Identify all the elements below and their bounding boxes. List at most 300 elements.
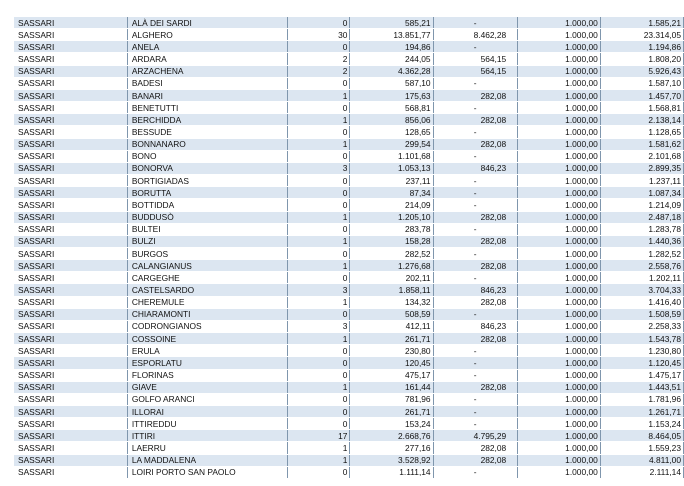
province-cell: SASSARI [14, 381, 127, 393]
table-row [14, 187, 684, 199]
amount-a-cell: 158,28 [350, 235, 433, 247]
amount-b-value: - [473, 345, 477, 356]
province-cell: SASSARI [14, 126, 127, 138]
amount-b-value: - [473, 151, 477, 162]
amount-c-cell: 1.000,00 [517, 77, 600, 89]
amount-a-cell: 2.668,76 [350, 430, 433, 442]
amount-a-cell: 299,54 [350, 138, 433, 150]
amount-b-value: 282,08 [480, 443, 507, 454]
amount-b-value: - [473, 370, 477, 381]
amount-a-cell: 175,63 [350, 89, 433, 101]
amount-b-value: 282,08 [480, 139, 507, 150]
municipality-cell: CHEREMULE [127, 296, 287, 308]
province-cell: SASSARI [14, 369, 127, 381]
count-cell: 0 [287, 393, 350, 405]
amount-b-value: - [473, 187, 477, 198]
total-cell: 2.258,33 [600, 320, 683, 332]
amount-b-cell [433, 114, 517, 126]
amount-a-cell: 194,86 [350, 41, 433, 53]
province-cell: SASSARI [14, 102, 127, 114]
amount-b-value: 564,15 [480, 66, 507, 77]
amount-a-cell: 1.111,14 [350, 466, 433, 478]
table-body [14, 17, 684, 478]
table-row [14, 247, 684, 259]
table-row [14, 41, 684, 53]
municipality-cell: ESPORLATU [127, 357, 287, 369]
amount-a-cell: 153,24 [350, 418, 433, 430]
count-cell: 1 [287, 235, 350, 247]
table-row [14, 114, 684, 126]
province-cell: SASSARI [14, 418, 127, 430]
table-row [14, 223, 684, 235]
amount-a-cell: 568,81 [350, 102, 433, 114]
amount-c-cell: 1.000,00 [517, 211, 600, 223]
total-cell: 5.926,43 [600, 65, 683, 77]
total-cell: 1.128,65 [600, 126, 683, 138]
amount-b-cell [433, 442, 517, 454]
amount-c-cell: 1.000,00 [517, 308, 600, 320]
province-cell: SASSARI [14, 272, 127, 284]
amount-b-value: 846,23 [480, 321, 507, 332]
count-cell: 0 [287, 345, 350, 357]
amount-c-cell: 1.000,00 [517, 430, 600, 442]
municipality-cell: ITTIREDDU [127, 418, 287, 430]
total-cell: 1.587,10 [600, 77, 683, 89]
count-cell: 0 [287, 102, 350, 114]
count-cell: 30 [287, 29, 350, 41]
municipality-cell: BONNANARO [127, 138, 287, 150]
amount-b-value: 282,08 [480, 333, 507, 344]
amount-b-cell [433, 260, 517, 272]
municipality-cell: ALGHERO [127, 29, 287, 41]
count-cell: 1 [287, 89, 350, 101]
amount-c-cell: 1.000,00 [517, 114, 600, 126]
total-cell: 1.585,21 [600, 17, 683, 29]
amount-b-value: - [473, 406, 477, 417]
amount-a-cell: 475,17 [350, 369, 433, 381]
amount-c-cell: 1.000,00 [517, 320, 600, 332]
amount-b-cell [433, 308, 517, 320]
table-row [14, 454, 684, 466]
amount-c-cell: 1.000,00 [517, 17, 600, 29]
amount-b-cell [433, 89, 517, 101]
amount-b-cell [433, 162, 517, 174]
total-cell: 1.581,62 [600, 138, 683, 150]
total-cell: 1.237,11 [600, 175, 683, 187]
count-cell: 0 [287, 41, 350, 53]
count-cell: 3 [287, 320, 350, 332]
amount-c-cell: 1.000,00 [517, 357, 600, 369]
amount-b-cell [433, 29, 517, 41]
total-cell: 1.282,52 [600, 247, 683, 259]
amount-b-value: - [473, 224, 477, 235]
amount-b-cell [433, 102, 517, 114]
amount-b-value: 846,23 [480, 163, 507, 174]
total-cell: 1.440,36 [600, 235, 683, 247]
municipality-cell: GIAVE [127, 381, 287, 393]
amount-b-cell [433, 345, 517, 357]
amount-c-cell: 1.000,00 [517, 65, 600, 77]
amount-b-value: 4.795,29 [473, 430, 507, 441]
total-cell: 1.543,78 [600, 333, 683, 345]
amount-b-cell [433, 247, 517, 259]
municipality-cell: CALANGIANUS [127, 260, 287, 272]
total-cell: 1.559,23 [600, 442, 683, 454]
municipality-cell: BORTIGIADAS [127, 175, 287, 187]
amount-a-cell: 277,16 [350, 442, 433, 454]
amount-b-value: - [473, 175, 477, 186]
province-cell: SASSARI [14, 223, 127, 235]
amount-c-cell: 1.000,00 [517, 381, 600, 393]
count-cell: 0 [287, 466, 350, 478]
province-cell: SASSARI [14, 260, 127, 272]
amount-b-cell [433, 53, 517, 65]
count-cell: 3 [287, 284, 350, 296]
municipality-cell: BULZI [127, 235, 287, 247]
amount-b-value: - [473, 78, 477, 89]
table-row [14, 381, 684, 393]
table-row [14, 211, 684, 223]
amount-c-cell: 1.000,00 [517, 235, 600, 247]
province-cell: SASSARI [14, 77, 127, 89]
municipality-cell: LA MADDALENA [127, 454, 287, 466]
province-cell: SASSARI [14, 17, 127, 29]
amount-c-cell: 1.000,00 [517, 284, 600, 296]
amount-a-cell: 230,80 [350, 345, 433, 357]
amount-b-value: 564,15 [480, 54, 507, 65]
province-cell: SASSARI [14, 454, 127, 466]
count-cell: 1 [287, 296, 350, 308]
municipality-cell: ITTIRI [127, 430, 287, 442]
amount-a-cell: 214,09 [350, 199, 433, 211]
province-cell: SASSARI [14, 333, 127, 345]
province-cell: SASSARI [14, 442, 127, 454]
amount-a-cell: 508,59 [350, 308, 433, 320]
municipality-cell: BORUTTA [127, 187, 287, 199]
province-cell: SASSARI [14, 138, 127, 150]
province-cell: SASSARI [14, 199, 127, 211]
total-cell: 2.101,68 [600, 150, 683, 162]
total-cell: 8.464,05 [600, 430, 683, 442]
municipality-cell: ERULA [127, 345, 287, 357]
amount-b-cell [433, 272, 517, 284]
count-cell: 1 [287, 138, 350, 150]
amount-a-cell: 1.276,68 [350, 260, 433, 272]
total-cell: 23.314,05 [600, 29, 683, 41]
amount-c-cell: 1.000,00 [517, 272, 600, 284]
municipality-cell: CARGEGHE [127, 272, 287, 284]
amount-a-cell: 161,44 [350, 381, 433, 393]
amount-b-value: - [473, 102, 477, 113]
table-row [14, 284, 684, 296]
total-cell: 2.558,76 [600, 260, 683, 272]
count-cell: 0 [287, 77, 350, 89]
province-cell: SASSARI [14, 150, 127, 162]
amount-b-value: - [473, 248, 477, 259]
amount-c-cell: 1.000,00 [517, 442, 600, 454]
amount-b-value: 846,23 [480, 285, 507, 296]
table-row [14, 150, 684, 162]
amount-a-cell: 237,11 [350, 175, 433, 187]
count-cell: 2 [287, 65, 350, 77]
total-cell: 1.781,96 [600, 393, 683, 405]
amount-a-cell: 120,45 [350, 357, 433, 369]
amount-b-value: 282,08 [480, 297, 507, 308]
count-cell: 0 [287, 418, 350, 430]
amount-b-value: - [473, 126, 477, 137]
province-cell: SASSARI [14, 296, 127, 308]
total-cell: 1.230,80 [600, 345, 683, 357]
province-cell: SASSARI [14, 466, 127, 478]
amount-b-cell [433, 369, 517, 381]
count-cell: 1 [287, 333, 350, 345]
amount-c-cell: 1.000,00 [517, 418, 600, 430]
total-cell: 3.704,33 [600, 284, 683, 296]
table-row [14, 53, 684, 65]
table-row [14, 89, 684, 101]
amount-b-value: - [473, 17, 477, 28]
amount-a-cell: 1.205,10 [350, 211, 433, 223]
amount-b-cell [433, 175, 517, 187]
total-cell: 1.508,59 [600, 308, 683, 320]
municipality-cell: CODRONGIANOS [127, 320, 287, 332]
municipality-cell: ARZACHENA [127, 65, 287, 77]
municipality-cell: FLORINAS [127, 369, 287, 381]
amount-b-cell [433, 223, 517, 235]
municipality-cell: BESSUDE [127, 126, 287, 138]
amount-c-cell: 1.000,00 [517, 150, 600, 162]
count-cell: 0 [287, 150, 350, 162]
amount-b-cell [433, 430, 517, 442]
amount-b-cell [433, 406, 517, 418]
total-cell: 2.899,35 [600, 162, 683, 174]
province-cell: SASSARI [14, 430, 127, 442]
table-row [14, 345, 684, 357]
municipality-cell: GOLFO ARANCI [127, 393, 287, 405]
province-cell: SASSARI [14, 357, 127, 369]
amount-b-cell [433, 393, 517, 405]
amount-a-cell: 134,32 [350, 296, 433, 308]
province-cell: SASSARI [14, 53, 127, 65]
municipality-cell: BOTTIDDA [127, 199, 287, 211]
count-cell: 17 [287, 430, 350, 442]
amount-b-cell [433, 138, 517, 150]
amount-b-value: 282,08 [480, 90, 507, 101]
amount-b-value: - [473, 309, 477, 320]
total-cell: 1.568,81 [600, 102, 683, 114]
province-cell: SASSARI [14, 114, 127, 126]
count-cell: 1 [287, 260, 350, 272]
amount-b-value: 282,08 [480, 382, 507, 393]
amount-c-cell: 1.000,00 [517, 296, 600, 308]
amount-b-value: - [473, 357, 477, 368]
count-cell: 3 [287, 162, 350, 174]
amount-a-cell: 261,71 [350, 406, 433, 418]
municipality-cell: ANELA [127, 41, 287, 53]
count-cell: 1 [287, 114, 350, 126]
municipality-cell: BURGOS [127, 247, 287, 259]
municipality-cell: BANARI [127, 89, 287, 101]
table-row [14, 369, 684, 381]
amount-c-cell: 1.000,00 [517, 454, 600, 466]
count-cell: 0 [287, 272, 350, 284]
amount-c-cell: 1.000,00 [517, 102, 600, 114]
province-cell: SASSARI [14, 65, 127, 77]
amount-c-cell: 1.000,00 [517, 393, 600, 405]
amount-b-value: - [473, 199, 477, 210]
municipality-cell: LOIRI PORTO SAN PAOLO [127, 466, 287, 478]
total-cell: 2.111,14 [600, 466, 683, 478]
total-cell: 1.261,71 [600, 406, 683, 418]
amount-b-value: 282,08 [480, 260, 507, 271]
amount-c-cell: 1.000,00 [517, 41, 600, 53]
amount-b-value: - [473, 467, 477, 478]
municipality-cell: COSSOINE [127, 333, 287, 345]
amount-b-cell [433, 320, 517, 332]
municipality-table [14, 17, 684, 479]
amount-a-cell: 1.053,13 [350, 162, 433, 174]
table-row [14, 29, 684, 41]
amount-c-cell: 1.000,00 [517, 126, 600, 138]
count-cell: 0 [287, 406, 350, 418]
amount-a-cell: 87,34 [350, 187, 433, 199]
province-cell: SASSARI [14, 235, 127, 247]
count-cell: 1 [287, 454, 350, 466]
amount-b-value: 282,08 [480, 212, 507, 223]
amount-a-cell: 3.528,92 [350, 454, 433, 466]
amount-a-cell: 13.851,77 [350, 29, 433, 41]
table-row [14, 272, 684, 284]
municipality-cell: LAERRU [127, 442, 287, 454]
province-cell: SASSARI [14, 320, 127, 332]
table-row [14, 77, 684, 89]
amount-b-cell [433, 418, 517, 430]
amount-c-cell: 1.000,00 [517, 223, 600, 235]
amount-b-value: 282,08 [480, 236, 507, 247]
count-cell: 1 [287, 442, 350, 454]
count-cell: 0 [287, 369, 350, 381]
amount-c-cell: 1.000,00 [517, 260, 600, 272]
amount-b-cell [433, 187, 517, 199]
province-cell: SASSARI [14, 211, 127, 223]
municipality-cell: ARDARA [127, 53, 287, 65]
count-cell: 1 [287, 211, 350, 223]
table-row [14, 65, 684, 77]
amount-c-cell: 1.000,00 [517, 89, 600, 101]
amount-c-cell: 1.000,00 [517, 175, 600, 187]
amount-a-cell: 1.101,68 [350, 150, 433, 162]
total-cell: 1.202,11 [600, 272, 683, 284]
total-cell: 1.194,86 [600, 41, 683, 53]
total-cell: 1.283,78 [600, 223, 683, 235]
province-cell: SASSARI [14, 175, 127, 187]
amount-c-cell: 1.000,00 [517, 138, 600, 150]
amount-b-value: - [473, 272, 477, 283]
amount-a-cell: 585,21 [350, 17, 433, 29]
table-row [14, 126, 684, 138]
table-row [14, 260, 684, 272]
count-cell: 0 [287, 199, 350, 211]
amount-b-cell [433, 77, 517, 89]
amount-c-cell: 1.000,00 [517, 466, 600, 478]
municipality-cell: BENETUTTI [127, 102, 287, 114]
table-row [14, 235, 684, 247]
municipality-cell: BONO [127, 150, 287, 162]
amount-c-cell: 1.000,00 [517, 406, 600, 418]
amount-a-cell: 202,11 [350, 272, 433, 284]
amount-b-cell [433, 41, 517, 53]
amount-a-cell: 244,05 [350, 53, 433, 65]
table-row [14, 102, 684, 114]
amount-a-cell: 283,78 [350, 223, 433, 235]
count-cell: 0 [287, 126, 350, 138]
count-cell: 0 [287, 17, 350, 29]
table-row [14, 320, 684, 332]
amount-a-cell: 412,11 [350, 320, 433, 332]
amount-b-cell [433, 381, 517, 393]
amount-b-cell [433, 333, 517, 345]
total-cell: 2.487,18 [600, 211, 683, 223]
municipality-cell: BULTEI [127, 223, 287, 235]
amount-b-cell [433, 296, 517, 308]
amount-c-cell: 1.000,00 [517, 333, 600, 345]
amount-c-cell: 1.000,00 [517, 53, 600, 65]
table-row [14, 175, 684, 187]
province-cell: SASSARI [14, 162, 127, 174]
amount-a-cell: 282,52 [350, 247, 433, 259]
table-row [14, 406, 684, 418]
province-cell: SASSARI [14, 284, 127, 296]
total-cell: 1.808,20 [600, 53, 683, 65]
count-cell: 2 [287, 53, 350, 65]
province-cell: SASSARI [14, 187, 127, 199]
table-row [14, 393, 684, 405]
count-cell: 0 [287, 247, 350, 259]
municipality-cell: BUDDUSÒ [127, 211, 287, 223]
amount-a-cell: 128,65 [350, 126, 433, 138]
amount-b-value: - [473, 418, 477, 429]
total-cell: 1.475,17 [600, 369, 683, 381]
table-row [14, 17, 684, 29]
municipality-cell: CASTELSARDO [127, 284, 287, 296]
amount-a-cell: 856,06 [350, 114, 433, 126]
amount-a-cell: 1.858,11 [350, 284, 433, 296]
amount-b-cell [433, 235, 517, 247]
amount-c-cell: 1.000,00 [517, 199, 600, 211]
municipality-cell: CHIARAMONTI [127, 308, 287, 320]
table-row [14, 199, 684, 211]
amount-a-cell: 4.362,28 [350, 65, 433, 77]
amount-b-value: - [473, 41, 477, 52]
table-row [14, 296, 684, 308]
table-row [14, 418, 684, 430]
amount-a-cell: 587,10 [350, 77, 433, 89]
amount-c-cell: 1.000,00 [517, 187, 600, 199]
province-cell: SASSARI [14, 89, 127, 101]
amount-b-cell [433, 454, 517, 466]
amount-b-cell [433, 199, 517, 211]
province-cell: SASSARI [14, 247, 127, 259]
amount-b-value: 8.462,28 [473, 29, 507, 40]
province-cell: SASSARI [14, 406, 127, 418]
total-cell: 1.443,51 [600, 381, 683, 393]
amount-b-cell [433, 150, 517, 162]
amount-c-cell: 1.000,00 [517, 345, 600, 357]
count-cell: 0 [287, 223, 350, 235]
count-cell: 0 [287, 308, 350, 320]
table-row [14, 357, 684, 369]
municipality-cell: ALÀ DEI SARDI [127, 17, 287, 29]
